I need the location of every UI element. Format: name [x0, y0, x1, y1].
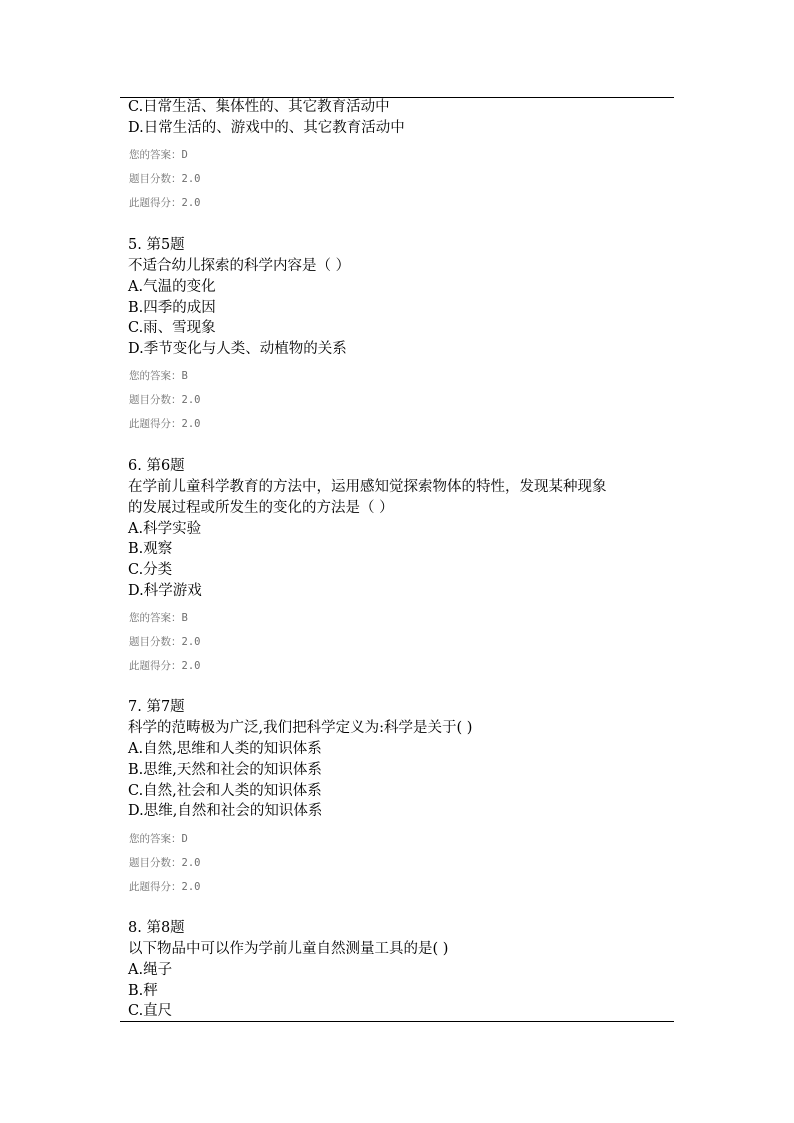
option-a: A.绳子	[128, 962, 173, 978]
bottom-rule	[120, 1021, 674, 1022]
option-a: A.气温的变化	[128, 279, 216, 295]
question-stem-line2: 的发展过程或所发生的变化的方法是（ ）	[128, 500, 394, 516]
option-b: B.秤	[128, 983, 158, 999]
question-score: 题目分数：2.0	[129, 857, 201, 869]
question-stem-line1: 在学前儿童科学教育的方法中，运用感知觉探索物体的特性，发现某种现象	[128, 479, 607, 495]
option-c: C.直尺	[128, 1003, 173, 1019]
question-score: 题目分数：2.0	[129, 394, 201, 406]
question-heading: 8. 第8题	[128, 920, 185, 936]
question-score: 题目分数：2.0	[129, 173, 201, 185]
option-d: D.思维,自然和社会的知识体系	[128, 803, 323, 819]
option-a: A.自然,思维和人类的知识体系	[128, 741, 322, 757]
your-answer: 您的答案：D	[129, 833, 188, 845]
option-b: B.观察	[128, 541, 173, 557]
question-heading: 5. 第5题	[128, 237, 185, 253]
option-d: D.科学游戏	[128, 583, 202, 599]
earned-score: 此题得分：2.0	[129, 881, 201, 893]
question-heading: 6. 第6题	[128, 458, 185, 474]
earned-score: 此题得分：2.0	[129, 418, 201, 430]
question-stem: 以下物品中可以作为学前儿童自然测量工具的是( )	[128, 941, 449, 957]
option-b: B.四季的成因	[128, 300, 216, 316]
option-c: C.日常生活、集体性的、其它教育活动中	[128, 99, 390, 115]
option-d: D.季节变化与人类、动植物的关系	[128, 341, 347, 357]
option-a: A.科学实验	[128, 521, 202, 537]
question-score: 题目分数：2.0	[129, 636, 201, 648]
option-d: D.日常生活的、游戏中的、其它教育活动中	[128, 120, 405, 136]
question-heading: 7. 第7题	[128, 699, 185, 715]
earned-score: 此题得分：2.0	[129, 660, 201, 672]
earned-score: 此题得分：2.0	[129, 197, 201, 209]
option-b: B.思维,天然和社会的知识体系	[128, 762, 322, 778]
option-c: C.自然,社会和人类的知识体系	[128, 783, 322, 799]
your-answer: 您的答案：B	[129, 612, 188, 624]
option-c: C.分类	[128, 562, 173, 578]
question-stem: 不适合幼儿探索的科学内容是（ ）	[128, 258, 351, 274]
question-stem: 科学的范畴极为广泛,我们把科学定义为:科学是关于( )	[128, 720, 473, 736]
option-c: C.雨、雪现象	[128, 320, 216, 336]
your-answer: 您的答案：B	[129, 370, 188, 382]
your-answer: 您的答案：D	[129, 149, 188, 161]
